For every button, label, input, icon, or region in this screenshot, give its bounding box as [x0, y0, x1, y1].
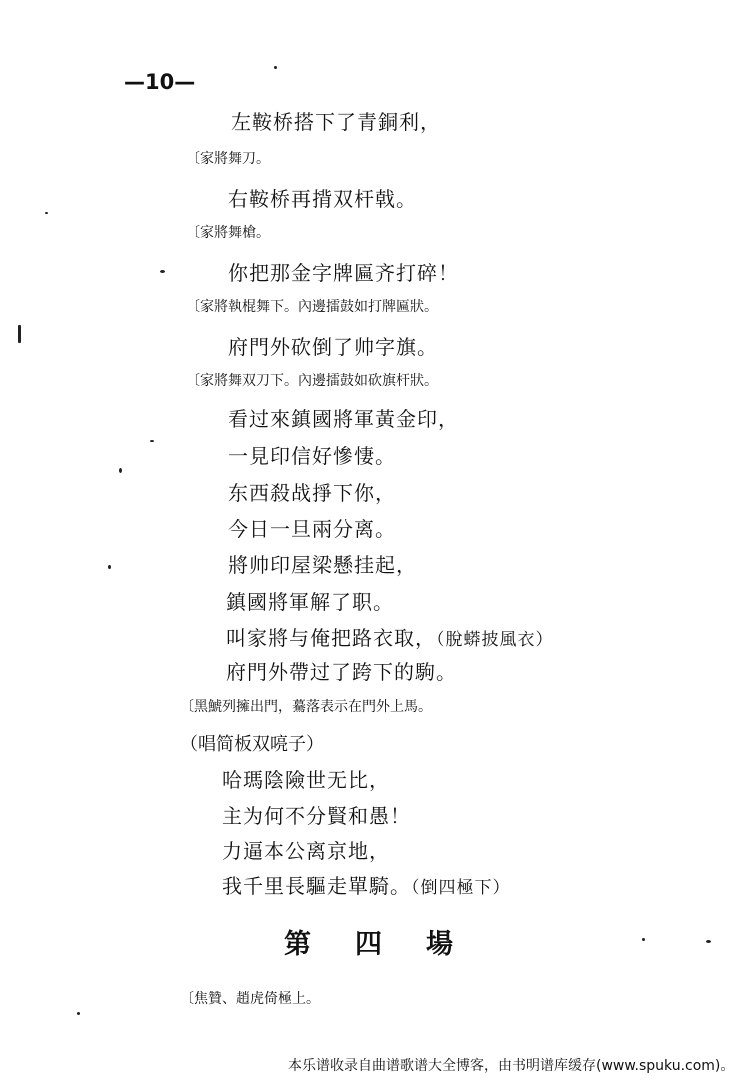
lyric-line — [226, 622, 554, 651]
lyric-text: 一見印信好慘悽。 — [228, 444, 396, 468]
inline-stage-note: （脫蟒披風衣） — [436, 630, 554, 650]
lyric-line — [222, 870, 511, 899]
lyric-line — [228, 549, 417, 578]
stage-direction — [186, 370, 438, 390]
lyric-text: 右鞍桥再揹双杆戟。 — [228, 187, 417, 211]
stage-text: 〔家將執棍舞下。內邊擂鼓如打牌匾狀。 — [186, 299, 438, 315]
lyric-line — [226, 586, 394, 615]
lyric-line — [222, 764, 390, 793]
lyric-text: 左鞍桥搭下了青銅利， — [231, 110, 441, 134]
lyric-text: 叫家將与俺把路衣取， — [226, 626, 436, 650]
tune-marker — [180, 730, 324, 756]
lyric-line — [228, 477, 396, 506]
lyric-line — [222, 835, 390, 864]
lyric-line — [228, 513, 396, 542]
lyric-line — [231, 106, 441, 135]
lyric-line — [228, 183, 417, 212]
stage-text: 〔家將舞槍。 — [186, 225, 270, 241]
stage-text: 〔家將舞刀。 — [186, 151, 270, 167]
lyric-text: 哈瑪陰險世无比， — [222, 768, 390, 792]
lyric-line — [228, 440, 396, 469]
scan-speck — [18, 325, 21, 343]
scan-speck — [119, 468, 122, 473]
lyric-text: 府門外帶过了跨下的駒。 — [226, 660, 457, 684]
lyric-text: 东西殺战掙下你， — [228, 481, 396, 505]
stage-direction — [186, 148, 270, 168]
lyric-line — [226, 656, 457, 685]
stage-text: 〔黑鯱列擁出門，驀落表示在門外上馬。 — [180, 699, 432, 715]
inline-stage-note: （倒四極下） — [411, 878, 511, 898]
scan-speck — [706, 940, 711, 943]
lyric-text: 看过來鎮國將軍黃金印， — [228, 407, 459, 431]
lyric-text: 鎮國將軍解了职。 — [226, 590, 394, 614]
lyric-line — [228, 403, 459, 432]
scan-speck — [274, 66, 277, 69]
scan-speck — [77, 1012, 80, 1015]
stage-direction — [186, 296, 438, 316]
stage-direction — [186, 222, 270, 242]
lyric-text: 我千里長驅走單騎。 — [222, 874, 411, 898]
lyric-text: 主为何不分賢和愚！ — [222, 804, 411, 828]
lyric-text: 力逼本公离京地， — [222, 839, 390, 863]
lyric-line — [222, 800, 411, 829]
page-number: —10— — [124, 70, 196, 94]
lyric-text: 府門外砍倒了帅字旗。 — [228, 335, 438, 359]
lyric-line — [228, 257, 459, 286]
scan-speck — [150, 440, 154, 442]
scan-speck — [45, 212, 48, 214]
lyric-text: 將帅印屋梁懸挂起， — [228, 553, 417, 577]
stage-direction — [180, 696, 432, 716]
footer-credit: 本乐谱收录自曲谱歌谱大全博客，由书明谱库缓存(www.spuku.com)。 — [288, 1058, 735, 1074]
scene-stage-direction — [180, 988, 320, 1008]
tune-text: （唱简板双喨子） — [180, 734, 324, 755]
scan-speck — [108, 565, 111, 569]
scan-speck — [160, 270, 165, 273]
lyric-text: 今日一旦兩分离。 — [228, 517, 396, 541]
lyric-line — [228, 331, 438, 360]
scene-title: 第四場 — [284, 929, 497, 960]
stage-text: 〔家將舞双刀下。內邊擂鼓如砍旗杆狀。 — [186, 373, 438, 389]
scan-speck — [642, 938, 645, 941]
stage-text: 〔焦贊、趙虎倚極上。 — [180, 991, 320, 1007]
lyric-text: 你把那金字牌匾齐打碎！ — [228, 261, 459, 285]
